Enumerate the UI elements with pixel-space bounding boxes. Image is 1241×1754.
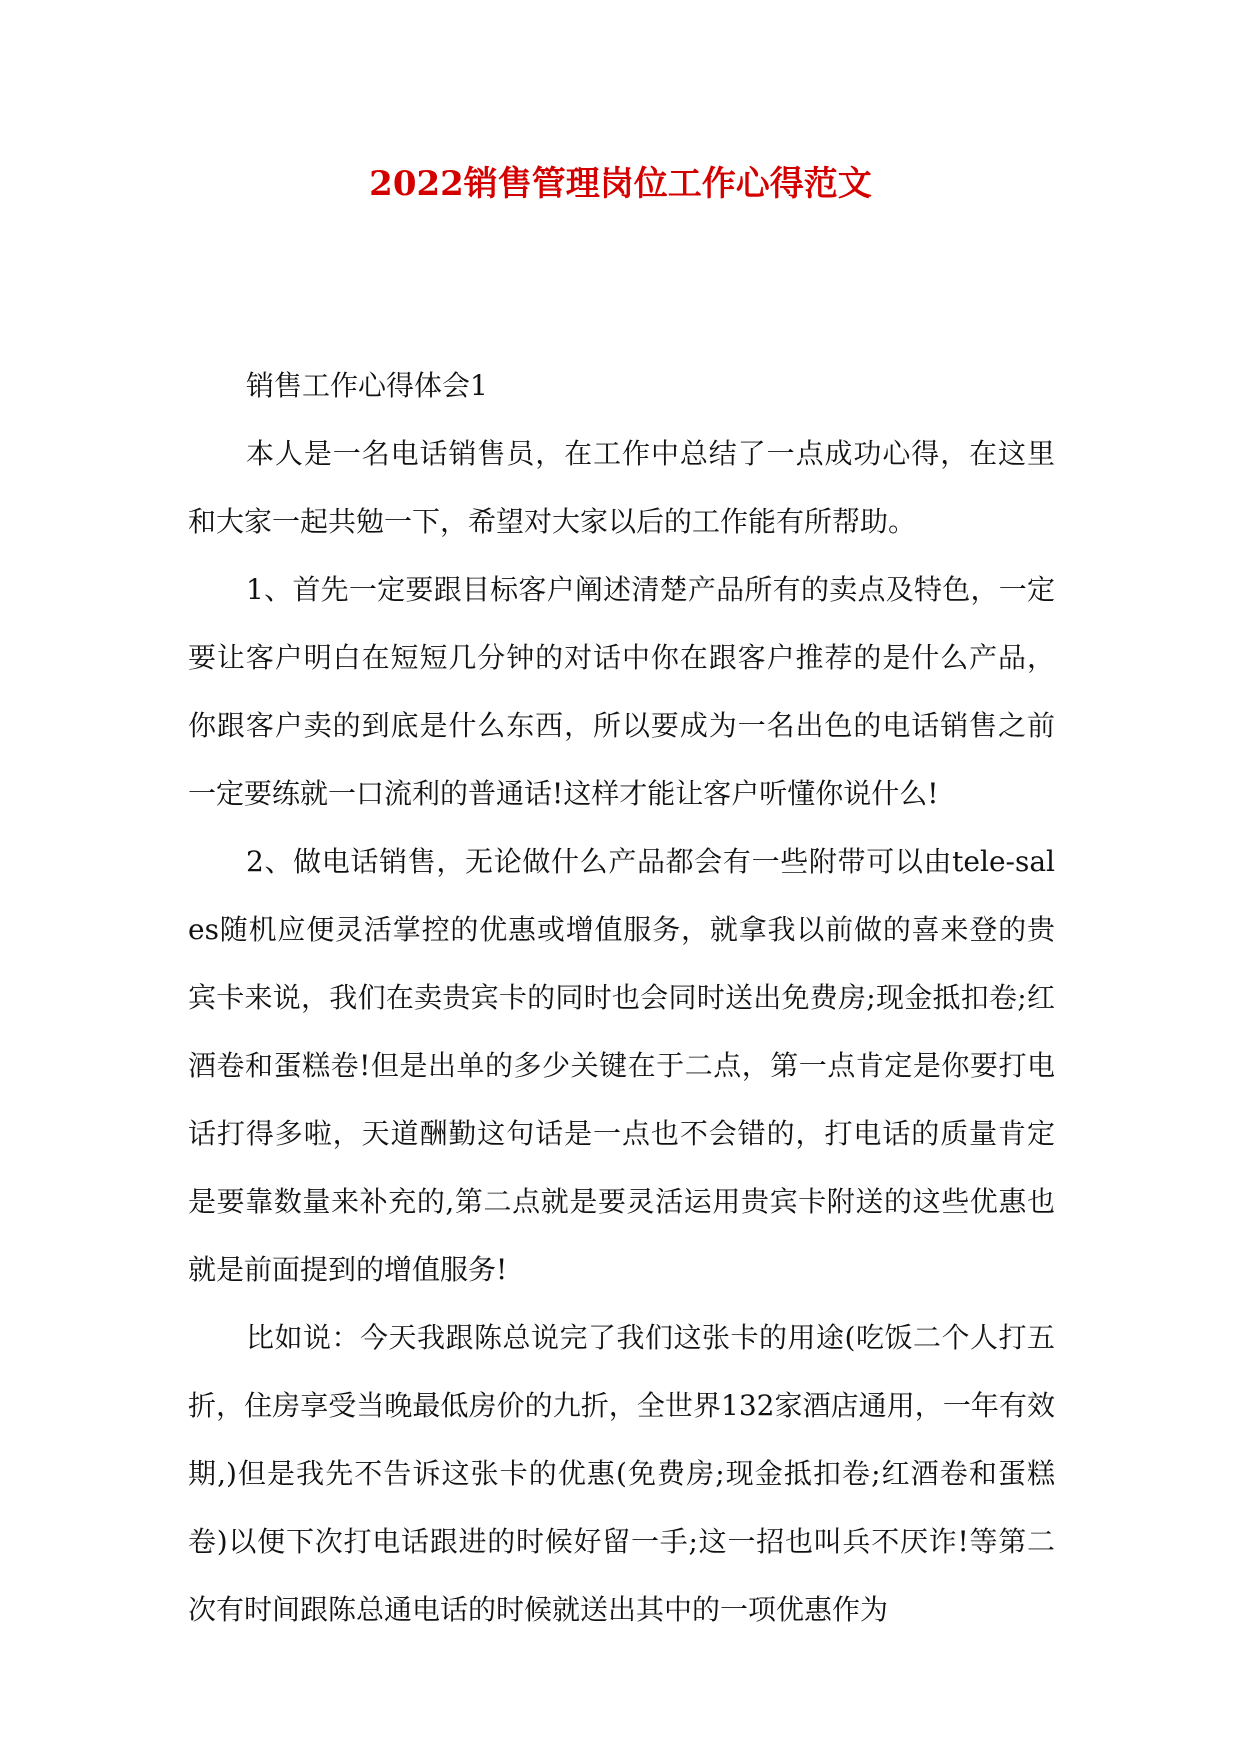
paragraph-point-2: 2、做电话销售，无论做什么产品都会有一些附带可以由tele-sales随机应便灵活掌控的优惠或增值服务，就拿我以前做的喜来登的贵宾卡来说，我们在卖贵宾卡的同时也会同时送出免费房;现金抵扣卷;红酒卷和蛋糕卷!但是出单的多少关键在于二点，第一点肯定是你要打电话打得多啦，天道酬勤这句话是一点也不会错的，打电话的质量肯定是要靠数量来补充的,第二点就是要灵活运用贵宾卡附送的这些优惠也就是前面提到的增值服务!	[188, 845, 1055, 1286]
paragraph-example: 比如说：今天我跟陈总说完了我们这张卡的用途(吃饭二个人打五折，住房享受当晚最低房价的九折，全世界132家酒店通用，一年有效期,)但是我先不告诉这张卡的优惠(免费房;现金抵扣卷;红酒卷和蛋糕卷)以便下次打电话跟进的时候好留一手;这一招也叫兵不厌诈!等第二次有时间跟陈总通电话的时候就送出其中的一项优惠作为	[188, 1321, 1055, 1626]
document-body	[188, 352, 1055, 1644]
section-heading: 销售工作心得体会1	[246, 369, 488, 402]
paragraph-point-1: 1、首先一定要跟目标客户阐述清楚产品所有的卖点及特色，一定要让客户明白在短短几分钟的对话中你在跟客户推荐的是什么产品，你跟客户卖的到底是什么东西，所以要成为一名出色的电话销售之前一定要练就一口流利的普通话!这样才能让客户听懂你说什么!	[188, 573, 1055, 810]
document-title: 2022销售管理岗位工作心得范文	[369, 164, 872, 204]
paragraph-intro: 本人是一名电话销售员，在工作中总结了一点成功心得，在这里和大家一起共勉一下，希望对大家以后的工作能有所帮助。	[188, 437, 1055, 538]
